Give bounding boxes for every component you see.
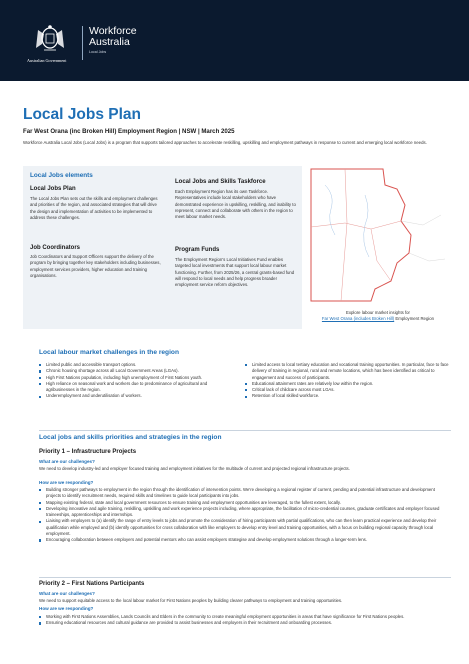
challenges-heading: Local labour market challenges in the region	[39, 349, 179, 356]
list-item: Mapping existing federal, state and local government resources to ensure training and employment opportunities are leveraged, to the fullest extent, locally.	[39, 500, 451, 506]
map-caption: Explore labour market insights for	[345, 310, 410, 315]
priorities-heading: Local jobs and skills priorities and strategies in the region	[39, 434, 222, 441]
plan-heading: Local Jobs Plan	[30, 186, 76, 192]
local-jobs-elements-panel	[23, 166, 302, 329]
coordinators-heading: Job Coordinators	[30, 245, 81, 251]
brand-name-line1: Workforce	[89, 25, 137, 37]
list-item: High reliance on seasonal work and workers due to predominance of agricultural and agribusinesses in the region.	[39, 381, 229, 394]
coat-of-arms-icon	[30, 24, 70, 54]
list-item: Liaising with employers to (a) identify the range of entry levels to jobs and promote the consideration of hiring participants with partial qualifications, who can then learn practical experience and develop their qualification while employed and (b) identify opportunities for cross collaboration with like employers to develop entry level and training opportunities, with a focus on building regional capacity through local employment.	[39, 518, 451, 537]
plan-text: The Local Jobs Plan sets out the skills and employment challenges and priorities of the region, and associated strategies that will drive the design and implementation of activities to be implemented to address these challenges.	[30, 196, 158, 220]
priority-2-response-list	[39, 614, 451, 627]
elements-heading: Local Jobs elements	[30, 172, 93, 179]
section-divider	[39, 577, 451, 578]
list-item: Chronic housing shortage across all Local Government Areas (LGAs).	[39, 368, 229, 374]
page-subtitle: Far West Orana (inc Broken Hill) Employment Region | NSW | March 2025	[23, 128, 235, 135]
priority-1-title: Priority 1 – Infrastructure Projects	[39, 449, 137, 455]
coordinators-text: Job Coordinators and Support Officers support the delivery of the program by bringing together key stakeholders including businesses, employment services providers, higher education and training organisations.	[30, 254, 161, 278]
map-caption-link-line	[305, 316, 451, 321]
priority-1-challenges-text: We need to develop industry-led and employer focused training and employment initiatives for the multitude of current and projected regional infrastructure projects.	[39, 466, 350, 471]
priority-1-response-list	[39, 487, 451, 544]
priority-2-title: Priority 2 – First Nations Participants	[39, 581, 145, 587]
list-item: Developing innovative and agile training, reskilling, upskilling and work experience projects including, where appropriate, the facilitation of micro-credential courses, graduate certificates and employer focused traineeships, apprenticeships and internships.	[39, 506, 451, 519]
list-item: Encouraging collaboration between employers and potential mentors who can assist employers strategise and develop employment solutions through a longer-term lens.	[39, 537, 451, 543]
taskforce-heading: Local Jobs and Skills Taskforce	[175, 179, 266, 185]
region-outline	[311, 169, 411, 301]
taskforce-text: Each Employment Region has its own Taskforce. Representatives include local stakeholders who have demonstrated experience in upskilling, reskilling, and inability to represent, connect and collaborate with others in the region to meet labour market needs.	[175, 189, 296, 220]
list-item: Building stronger pathways to employment in the region through the identification of intervention points. We're developing a regional register of current, pending and potential infrastructure and development projects to identify recruitment needs, required skills and timelines to guide local participants into jobs.	[39, 487, 451, 500]
priority-2-response-heading: How are we responding?	[39, 606, 94, 611]
priority-1-response-heading: How are we responding?	[39, 480, 94, 485]
list-item: Critical lack of childcare across most LGAs.	[245, 387, 451, 393]
list-item: Ensuring educational resources and cultural guidance are provided to assist businesses and employers in their recruitment and onboarding processes.	[39, 620, 451, 626]
list-item: Limited public and accessible transport options.	[39, 362, 229, 368]
list-item: Working with First Nations Assemblies, Lands Councils and Elders in the community to create meaningful employment opportunities in areas that have significance for First Nations peoples.	[39, 614, 451, 620]
region-insights-link[interactable]: Far West Orana (includes Broken Hill)	[321, 316, 395, 321]
priority-2-challenges-heading: What are our challenges?	[39, 591, 95, 596]
program-funds-text: The Employment Region's Local Initiatives Fund enables targeted local investments that support local labour market functioning. Further, from 2025/26, a central grants-based fund will respond to local needs and help progress broader employment service reform objectives.	[175, 257, 295, 288]
section-divider	[39, 430, 451, 431]
region-map	[305, 165, 451, 305]
list-item: Underemployment and underutilisation of workers.	[39, 393, 229, 399]
list-item: Limited access to local tertiary education and vocational training opportunities. In particular, face to face delivery of training in regional, rural and remote locations, which has been identified as critical to engagement and success of participants.	[245, 362, 451, 381]
brand-subtitle: Local Jobs	[89, 50, 107, 54]
priority-2-challenges-text: We need to support equitable access to the local labour market for First Nations peoples by building clearer pathways to employment and training opportunities.	[39, 598, 343, 603]
page-title: Local Jobs Plan	[23, 106, 142, 123]
priority-1-challenges-heading: What are our challenges?	[39, 459, 95, 464]
program-funds-heading: Program Funds	[175, 247, 220, 253]
intro-paragraph: Workforce Australia Local Jobs (Local Jobs) is a program that supports tailored approaches to accelerate reskilling, upskilling and employment pathways in response to current and emerging local workforce needs.	[23, 140, 427, 145]
list-item: Educational attainment rates are relatively low within the region.	[245, 381, 451, 387]
brand-name-line2: Australia	[89, 36, 130, 48]
page-header	[0, 0, 469, 81]
list-item: Retention of local skilled workforce.	[245, 393, 451, 399]
list-item: High First Nations population, including high unemployment of First Nations youth.	[39, 375, 229, 381]
brand-divider	[82, 26, 83, 60]
challenges-list-right	[245, 362, 451, 400]
challenges-list-left	[39, 362, 229, 400]
map-caption-suffix: Employment Region	[394, 316, 435, 321]
government-name: Australian Government	[27, 58, 67, 63]
